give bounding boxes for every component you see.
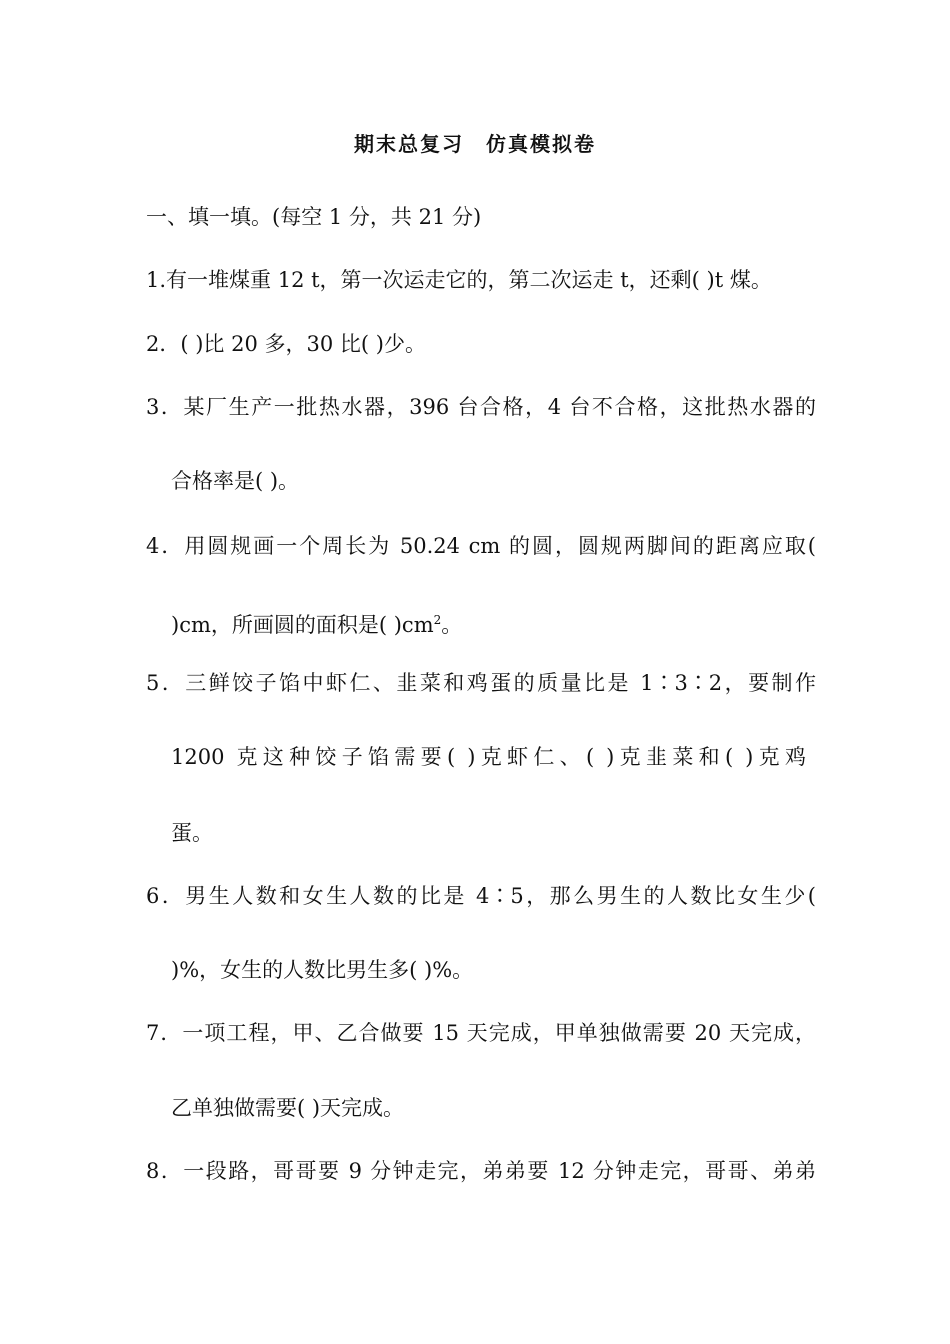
question-1: 1.有一堆煤重 12 t，第一次运走它的，第二次运走 t，还剩( )t 煤。 <box>146 268 772 292</box>
superscript-two: 2 <box>433 613 442 627</box>
question-5-line-2: 1200 克这种饺子馅需要( )克虾仁、( )克韭菜和( )克鸡 <box>171 745 806 769</box>
question-6-line-2: )%，女生的人数比男生多( )%。 <box>171 958 474 982</box>
question-3-line-1: 3．某厂生产一批热水器，396 台合格，4 台不合格，这批热水器的 <box>146 395 816 419</box>
section-heading: 一、填一填。(每空 1 分，共 21 分) <box>146 205 482 229</box>
question-4-line-2 <box>171 606 841 639</box>
question-7-line-2: 乙单独做需要( )天完成。 <box>171 1096 405 1120</box>
question-5-line-3: 蛋。 <box>171 821 213 845</box>
question-4-line-1: 4．用圆规画一个周长为 50.24 cm 的圆，圆规两脚间的距离应取( <box>146 534 816 558</box>
question-3-line-2: 合格率是( )。 <box>171 469 300 493</box>
page-title: 期末总复习 仿真模拟卷 <box>354 132 596 156</box>
question-4-line-2-text: )cm，所画圆的面积是( )cm <box>171 613 434 637</box>
question-5-line-1: 5．三鲜饺子馅中虾仁、韭菜和鸡蛋的质量比是 1∶3∶2，要制作 <box>146 671 816 695</box>
question-8-line-1: 8．一段路，哥哥要 9 分钟走完，弟弟要 12 分钟走完，哥哥、弟弟 <box>146 1159 816 1183</box>
question-6-line-1: 6．男生人数和女生人数的比是 4∶5，那么男生的人数比女生少( <box>146 884 816 908</box>
question-2: 2．( )比 20 多，30 比( )少。 <box>146 332 426 356</box>
question-7-line-1: 7．一项工程，甲、乙合做要 15 天完成，甲单独做需要 20 天完成， <box>146 1021 816 1045</box>
question-4-line-2-end: 。 <box>441 613 463 637</box>
